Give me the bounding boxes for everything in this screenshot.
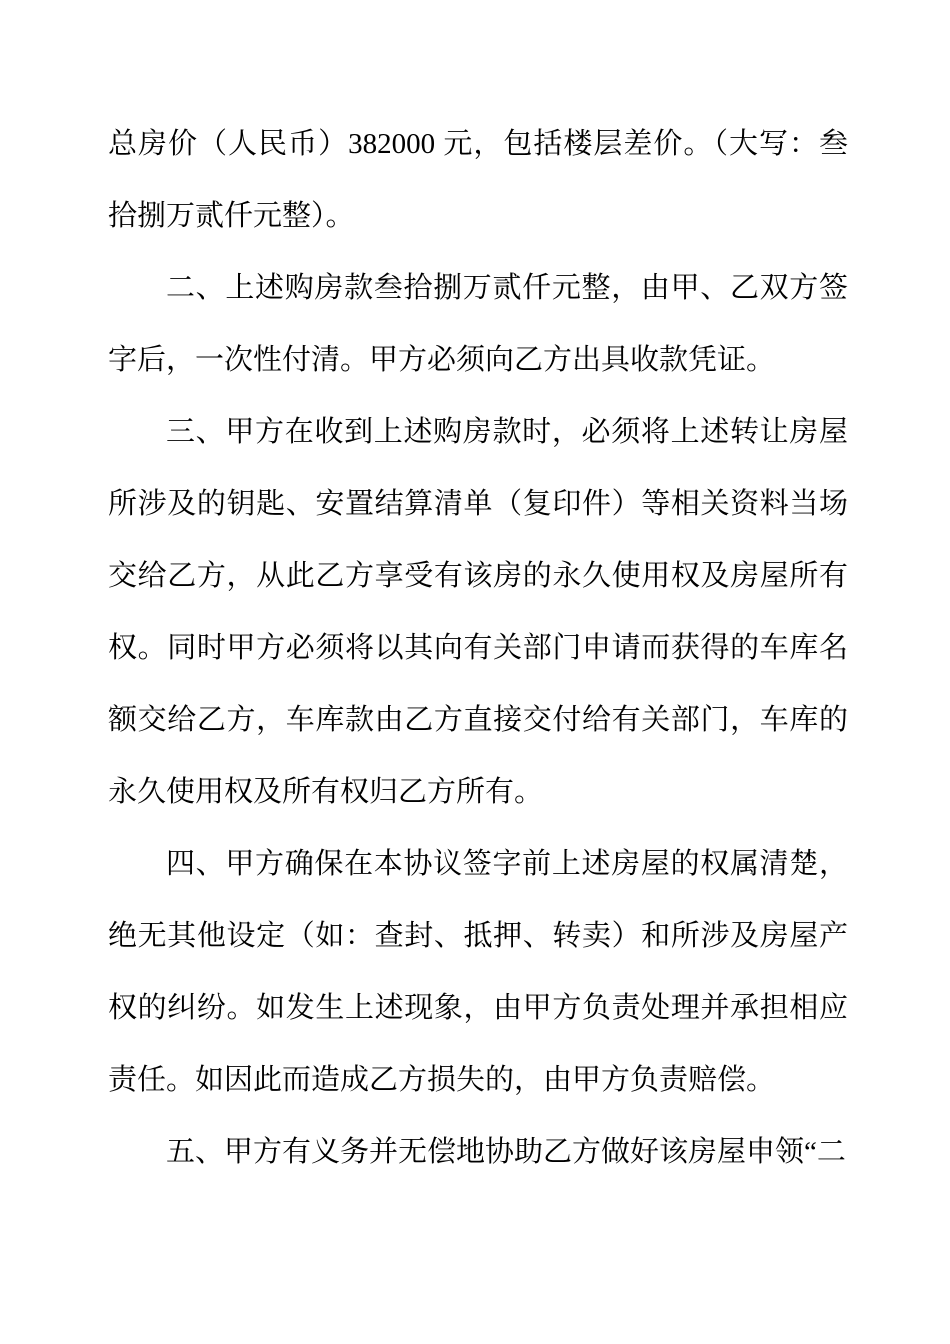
paragraph-total-price: 总房价（人民币）382000 元，包括楼层差价。（大写：叁拾捌万贰仟元整）。 — [108, 128, 848, 232]
paragraph-clause-5: 五、甲方有义务并无偿地协助乙方做好该房屋申领“二 — [166, 1136, 846, 1168]
paragraph-clause-3: 三、甲方在收到上述购房款时，必须将上述转让房屋所涉及的钥匙、安置结算清单（复印件）等相关资料当场交给乙方，从此乙方享受有该房的永久使用权及房屋所有权。同时甲方必须将以其向有关部门申请而获得的车库名额交给乙方，车库款由乙方直接交付给有关部门，车库的永久使用权及所有权归乙方所有。 — [108, 416, 848, 808]
paragraph-clause-4: 四、甲方确保在本协议签字前上述房屋的权属清楚，绝无其他设定（如：查封、抵押、转卖）和所涉及房屋产权的纠纷。如发生上述现象，由甲方负责处理并承担相应责任。如因此而造成乙方损失的，由甲方负责赔偿。 — [108, 848, 848, 1096]
paragraph-clause-2: 二、上述购房款叁拾捌万贰仟元整，由甲、乙双方签字后，一次性付清。甲方必须向乙方出具收款凭证。 — [108, 272, 848, 376]
document-body — [108, 108, 848, 1188]
